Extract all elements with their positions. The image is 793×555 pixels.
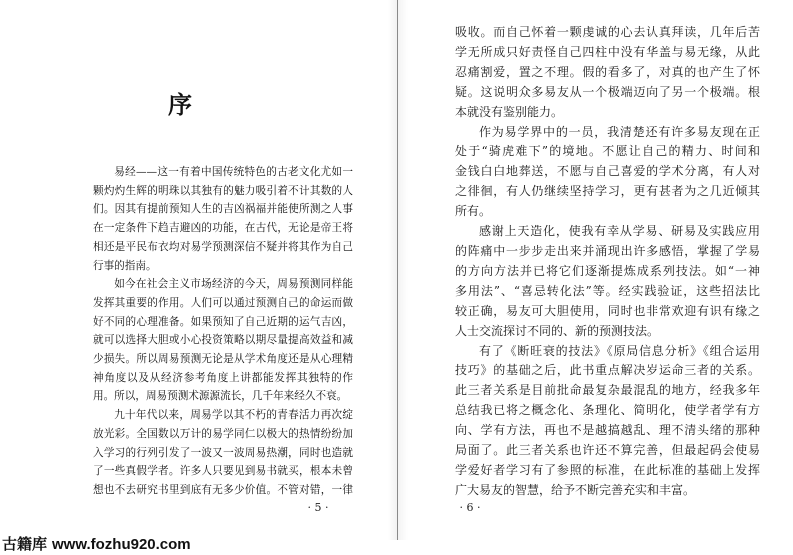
text-line: 颗灼灼生辉的明珠以其独有的魅力吸引着不计其数的人 bbox=[93, 184, 353, 197]
paragraph bbox=[455, 342, 760, 501]
text-line: 想也不去研究书里到底有无多少价值。不管对错，一律 bbox=[93, 483, 353, 496]
text-line: 吸收。而自己怀着一颗虔诚的心去认真拜读，几年后苦 bbox=[455, 25, 760, 39]
text-line: 人士交流探讨不同的、新的预测技法。 bbox=[455, 323, 660, 338]
watermark bbox=[2, 536, 191, 554]
text-line: 感谢上天造化，使我有幸从学易、研易及实践应用 bbox=[479, 224, 760, 239]
text-line: 放光彩。全国数以万计的易学同仁以极大的热情纷纷加 bbox=[93, 427, 353, 440]
paragraph bbox=[455, 23, 760, 123]
text-line: 之徘徊，有人仍继续坚持学习，更有甚者为之几近倾其 bbox=[455, 184, 760, 199]
text-line: 好不同的心理准备。如果预知了自己近期的运气吉凶， bbox=[93, 315, 353, 328]
text-line: 们。因其有提前预知人生的吉凶祸福并能使所测之人事 bbox=[93, 203, 353, 216]
text-line: 就可以选择大胆或小心投资策略以期尽量提高效益和减 bbox=[93, 334, 353, 347]
text-line: 在一定条件下趋吉避凶的功能，在古代，无论是帝王将 bbox=[93, 222, 353, 235]
text-line: 处于“骑虎难下”的境地。不愿让自己的精力、时间和 bbox=[455, 144, 760, 159]
text-line: 九十年代以来，周易学以其不朽的青春活力再次绽 bbox=[114, 409, 353, 422]
paragraph bbox=[93, 163, 353, 275]
text-line: 疑。这说明众多易友从一个极端迈向了另一个极端。根 bbox=[455, 84, 760, 99]
page-number: · 5 · bbox=[307, 501, 329, 514]
watermark-url: www.fozhu920.com bbox=[52, 536, 191, 553]
text-line: 技巧》的基础之后，此书重点解决岁运命三者的关系。 bbox=[455, 363, 760, 378]
text-line: 忍痛割爱，置之不理。假的看多了，对真的也产生了怀 bbox=[455, 64, 760, 79]
paragraph bbox=[93, 406, 353, 500]
text-line: 神角度以及从经济参考角度上讲都能发挥其独特的作 bbox=[93, 371, 353, 384]
right-page bbox=[398, 0, 793, 555]
text-line: 广大易友的智慧，给予不断完善充实和丰富。 bbox=[455, 482, 696, 497]
text-line: 多用法”、“喜忌转化法”等。经实践验证，这些招法比 bbox=[455, 283, 760, 298]
text-line: 本就没有鉴别能力。 bbox=[455, 104, 564, 119]
text-line: 用。所以，周易预测术源源流长，几千年来经久不衰。 bbox=[93, 390, 348, 403]
text-line: 向、学有方法，再也不是越搞越乱、理不清头绪的那种 bbox=[455, 423, 760, 438]
text-line: 此三者关系是目前批命最复杂最混乱的地方，经我多年 bbox=[455, 383, 760, 398]
paragraph bbox=[455, 222, 760, 341]
text-line: 发挥其重要的作用。人们可以通过预测自己的命运而做 bbox=[93, 296, 353, 309]
left-page-body bbox=[93, 163, 353, 500]
chapter-title: 序 bbox=[168, 90, 192, 119]
text-line: 学爱好者学习有了参照的标准，在此标准的基础上发挥 bbox=[455, 462, 760, 477]
right-page-body bbox=[455, 23, 760, 501]
text-line: 总结我已将之概念化、条理化、简明化，使学者学有方 bbox=[455, 403, 760, 418]
text-line: 金钱白白地葬送，不愿与自己喜爱的学术分离，有人对 bbox=[455, 164, 760, 179]
text-line: 局面了。此三者关系也许还不算完善，但最起码会使易 bbox=[455, 443, 760, 458]
text-line: 易经——这一有着中国传统特色的古老文化尤如一 bbox=[114, 166, 353, 178]
text-line: 所有。 bbox=[455, 204, 492, 219]
text-line: 如今在社会主义市场经济的今天，周易预测同样能 bbox=[114, 278, 353, 291]
watermark-site-name: 古籍库 bbox=[2, 536, 48, 553]
text-line: 入学习的行列引发了一波又一波周易热潮，同时也造就 bbox=[93, 446, 353, 459]
text-line: 学无所成只好责怪自己四柱中没有华盖与易无缘，从此 bbox=[455, 44, 760, 59]
text-line: 少损失。所以周易预测无论是从学术角度还是从心理精 bbox=[93, 353, 353, 366]
page-number: · 6 · bbox=[459, 501, 481, 514]
text-line: 的阵痛中一步步走出来并涌现出许多感悟，掌握了学易 bbox=[455, 243, 760, 258]
text-line: 行事的指南。 bbox=[93, 259, 157, 272]
text-line: 有了《断旺衰的技法》《原局信息分析》《组合运用 bbox=[479, 343, 760, 358]
text-line: 相还是平民布衣均对易学预测深信不疑并将其作为自己 bbox=[93, 240, 353, 253]
paragraph bbox=[93, 275, 353, 406]
text-line: 作为易学界中的一员，我清楚还有许多易友现在正 bbox=[479, 124, 760, 139]
paragraph bbox=[455, 123, 760, 223]
text-line: 了一些真假学者。许多人只要见到易书就买，根本未曾 bbox=[93, 465, 353, 478]
text-line: 较正确，易友可大胆使用，同时也非常欢迎有识有缘之 bbox=[455, 303, 760, 318]
text-line: 的方向方法并已将它们逐渐提炼成系列技法。如“一神 bbox=[455, 263, 760, 278]
